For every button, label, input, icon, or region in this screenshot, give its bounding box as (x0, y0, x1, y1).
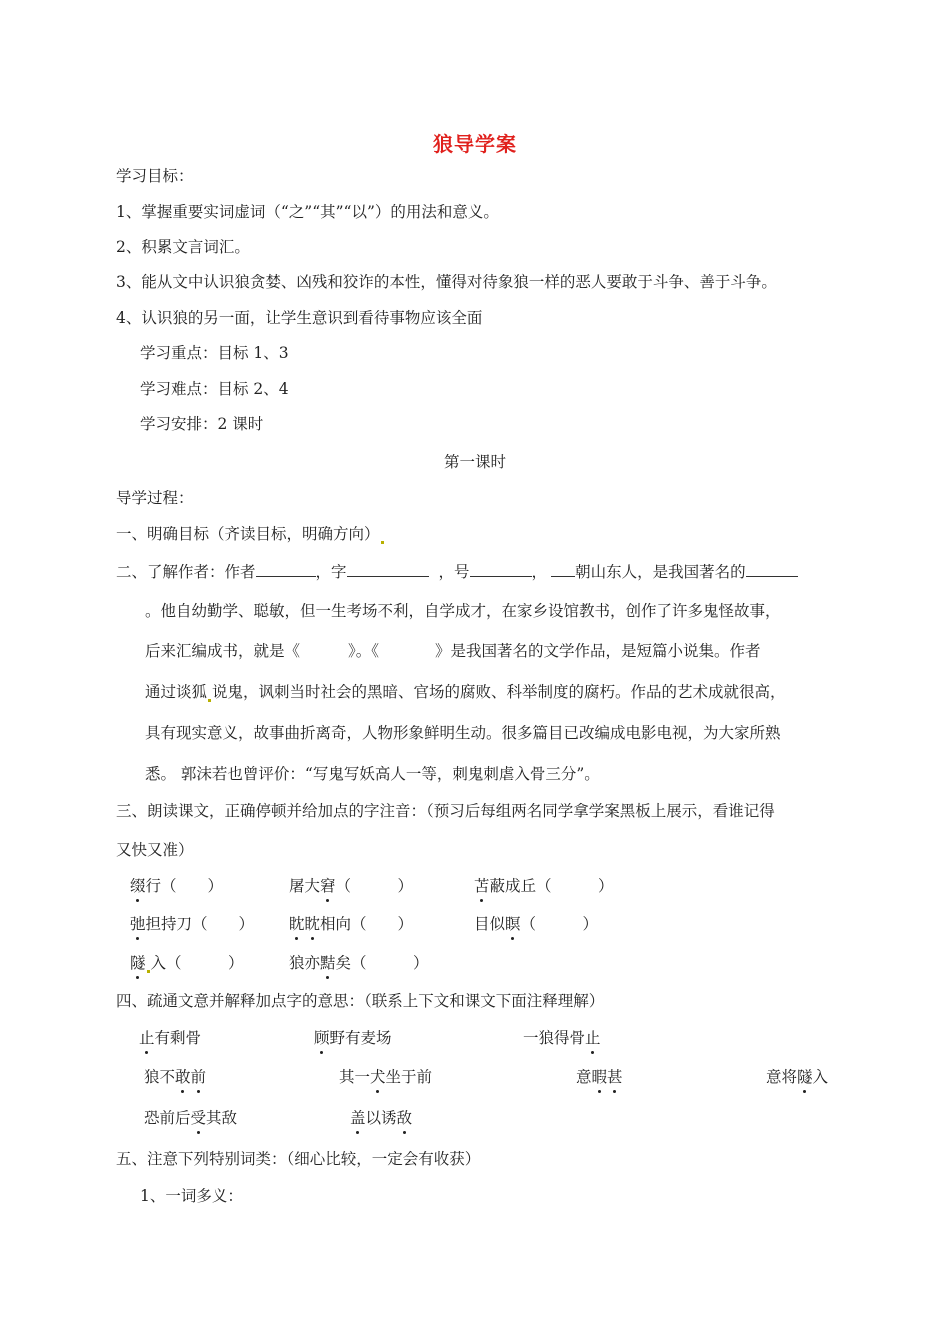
item-text: 一狼得骨 (523, 1029, 586, 1047)
step-2-label: 二、了解作者：作者 (116, 563, 256, 581)
dynasty-blank[interactable] (551, 560, 575, 577)
item-text: （ ） (335, 877, 414, 895)
meaning-item (576, 1067, 623, 1087)
item-text: 野有麦场 (329, 1029, 392, 1047)
step-2-text: 说鬼，讽刺当时社会的黑暗、官场的腐败、科举制度的腐朽。作品的艺术成就很高， (212, 683, 786, 701)
dotted-char: 暇 (591, 1068, 608, 1086)
step-2-line-5: 具有现实意义，故事曲折离奇，人物形象鲜明生动。很多篇目已改编成电影电视，为大家所熟 (145, 724, 781, 742)
item-text: 目似 (474, 915, 506, 933)
dotted-char: 缀 (130, 877, 146, 895)
dotted-char: 止 (585, 1029, 601, 1047)
objective-4: 4、认识狼的另一面，让学生意识到看待事物应该全面 (116, 309, 483, 327)
meaning-item (766, 1067, 828, 1087)
item-text: 其敌 (206, 1109, 238, 1127)
mark-dot (208, 699, 211, 702)
item-text: 其一 (339, 1068, 371, 1086)
pronunciation-item (130, 914, 254, 934)
step-2-line-2: 。他自幼勤学、聪敏，但一生考场不利，自学成才，在家乡设馆教书，创作了许多鬼怪故事， (145, 602, 781, 620)
meaning-item (339, 1067, 432, 1087)
item-text: 狼亦 (289, 954, 321, 972)
step-2-text: 朝山东人，是我国著名的 (575, 563, 746, 581)
dotted-char: 隧 (797, 1068, 813, 1086)
dotted-char: 敌 (396, 1109, 413, 1127)
learning-arrangement: 学习安排：2 课时 (140, 415, 264, 433)
step-2-line-3 (145, 641, 761, 661)
identity-blank[interactable] (746, 560, 798, 577)
dotted-char: 敢 (175, 1068, 191, 1086)
item-text: （ ） (520, 915, 599, 933)
item-text: 蔽成丘（ ） (489, 877, 614, 895)
item-text: 入（ ） (150, 954, 244, 972)
dotted-char: 眈 (289, 915, 305, 933)
pronunciation-item (289, 914, 413, 934)
dotted-char: 前 (190, 1068, 207, 1086)
objective-2: 2、积累文言词汇。 (116, 238, 250, 256)
learning-difficulty: 学习难点：目标 2、4 (140, 380, 289, 398)
author-blank[interactable] (256, 560, 316, 577)
dotted-char: 黠 (320, 954, 336, 972)
meaning-item (523, 1028, 601, 1048)
courtesy-name-blank[interactable] (347, 560, 429, 577)
item-text: 意将 (766, 1068, 798, 1086)
dotted-char: 眈 (304, 915, 321, 933)
learning-focus: 学习重点：目标 1、3 (140, 344, 289, 362)
step-2-text: 》。《 (348, 642, 380, 660)
item-text: 以诱 (365, 1109, 397, 1127)
dotted-char: 瞑 (505, 915, 521, 933)
objectives-heading: 学习目标： (116, 167, 194, 185)
dotted-char: 苫 (474, 877, 490, 895)
pronunciation-item (474, 876, 614, 896)
step-5-heading: 五、注意下列特别词类：（细心比较，一定会有收获） (116, 1150, 481, 1168)
step-1 (116, 524, 385, 544)
step-2-text: 通过谈狐 (145, 683, 208, 701)
pronunciation-item (130, 876, 223, 896)
item-text: 行（ ） (145, 877, 224, 895)
dotted-char: 止 (139, 1029, 155, 1047)
step-2-line-6: 悉。 郭沫若也曾评价：“写鬼写妖高人一等，刺鬼刺虐入骨三分”。 (145, 765, 600, 783)
meaning-item (314, 1028, 392, 1048)
step-3-line-1: 三、朗读课文，正确停顿并给加点的字注音：（预习后每组两名同学拿学案黑板上展示，看谁记得 (116, 802, 775, 820)
mark-dot (381, 541, 384, 544)
item-text: 担持刀（ ） (145, 915, 255, 933)
item-text: 意 (576, 1068, 592, 1086)
step-2-text: 》是我国著名的文学作品，是短篇小说集。作者 (435, 642, 761, 660)
step-2-text: ， (531, 563, 548, 581)
step-2-line-1 (116, 560, 798, 582)
item-text: 屠大 (289, 877, 321, 895)
item-text: 狼不 (144, 1068, 176, 1086)
step-1-text: 一、明确目标（齐读目标，明确方向） (116, 525, 380, 543)
objective-1: 1、掌握重要实词虚词（“之”“其”“以”）的用法和意义。 (116, 203, 499, 221)
document-title: 狼导学案 (433, 132, 517, 156)
dotted-char: 隧 (130, 954, 146, 972)
dotted-char: 顾 (314, 1029, 330, 1047)
lesson-heading: 第一课时 (443, 453, 506, 471)
step-2-text: 后来汇编成书，就是《 (145, 642, 301, 660)
item-text: 相向（ ） (320, 915, 414, 933)
pronunciation-item (289, 953, 429, 973)
process-heading: 导学过程： (116, 489, 194, 507)
step-2-line-4 (145, 682, 786, 702)
item-text: 恐前后 (144, 1109, 191, 1127)
meaning-item (350, 1108, 412, 1128)
item-text: 坐于前 (385, 1068, 433, 1086)
dotted-char: 犬 (370, 1068, 386, 1086)
pronunciation-item (289, 876, 413, 896)
step-2-text: ，号 (438, 563, 470, 581)
meaning-item (144, 1067, 206, 1087)
step-3-line-2: 又快又准） (116, 841, 194, 859)
step-2-text: ，字 (315, 563, 347, 581)
meaning-item (139, 1028, 201, 1048)
item-text: 矣（ ） (335, 954, 429, 972)
pronunciation-item (474, 914, 598, 934)
dotted-char: 弛 (130, 915, 146, 933)
step-5-subheading: 1、一词多义： (140, 1187, 243, 1205)
dotted-char: 盖 (350, 1109, 366, 1127)
dotted-char: 窘 (320, 877, 336, 895)
step-4-heading: 四、疏通文意并解释加点字的意思：（联系上下文和课文下面注释理解） (116, 992, 605, 1010)
pronunciation-item (130, 953, 244, 973)
objective-3: 3、能从文中认识狼贪婪、凶残和狡诈的本性，懂得对待象狼一样的恶人要敢于斗争、善于斗争。 (116, 273, 777, 291)
dotted-char: 甚 (607, 1068, 623, 1086)
pen-name-blank[interactable] (470, 560, 532, 577)
item-text: 入 (812, 1068, 829, 1086)
dotted-char: 受 (190, 1109, 207, 1127)
item-text: 有剩骨 (154, 1029, 202, 1047)
meaning-item (144, 1108, 237, 1128)
mark-dot (147, 970, 150, 973)
